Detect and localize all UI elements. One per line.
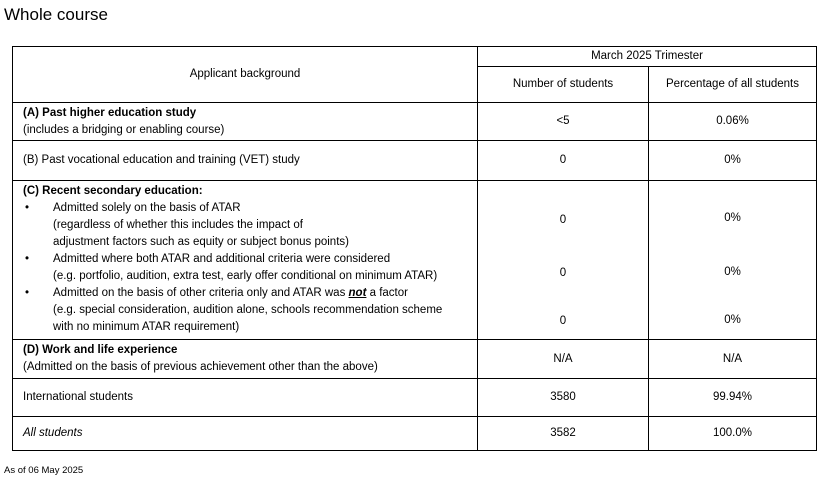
list-item	[23, 251, 467, 285]
row-c-percentages	[649, 181, 817, 340]
bullet-1-line2: (regardless of whether this includes the impact of	[53, 219, 303, 231]
page-title: Whole course	[4, 5, 108, 24]
bullet-1-number: 0	[559, 214, 567, 226]
bullet-1-line3: adjustment factors such as equity or subject bonus points)	[53, 236, 349, 248]
row-d-subtitle: (Admitted on the basis of previous achievement other than the above)	[23, 361, 378, 373]
row-a-number: <5	[478, 103, 649, 141]
bullet-2-number: 0	[559, 267, 567, 279]
row-all-title: All students	[13, 417, 478, 451]
row-a-title: (A) Past higher education study	[23, 106, 197, 119]
row-a-percentage: 0.06%	[649, 103, 817, 141]
row-all-percentage: 100.0%	[649, 417, 817, 451]
row-c-label	[13, 181, 478, 340]
row-d-percentage: N/A	[649, 340, 817, 379]
bullet-1-percentage: 0%	[724, 212, 741, 224]
bullet-2-line1: Admitted where both ATAR and additional criteria were considered	[53, 253, 391, 265]
bullet-1-line1: Admitted solely on the basis of ATAR	[53, 202, 241, 214]
bullet-3-line1-pre: Admitted on the basis of other criteria only and ATAR was	[53, 287, 349, 299]
bullet-icon: •	[25, 287, 30, 299]
row-all-number: 3582	[478, 417, 649, 451]
header-applicant-background: Applicant background	[13, 47, 478, 103]
bullet-2-percentage: 0%	[724, 266, 741, 278]
row-a-label	[13, 103, 478, 141]
table-row-c	[13, 181, 817, 340]
row-international-title: International students	[13, 379, 478, 417]
bullet-3-percentage: 0%	[724, 314, 741, 326]
row-a-subtitle: (includes a bridging or enabling course)	[23, 123, 225, 136]
bullet-3-line1	[53, 285, 467, 302]
table-row-international	[13, 379, 817, 417]
header-number-of-students: Number of students	[478, 67, 649, 103]
bullet-3-emphasis: not	[348, 287, 367, 299]
bullet-icon: •	[25, 202, 30, 214]
row-international-number: 3580	[478, 379, 649, 417]
table-row-d	[13, 340, 817, 379]
row-b-percentage: 0%	[649, 141, 817, 181]
bullet-3-line2: (e.g. special consideration, audition alone, schools recommendation scheme	[53, 304, 443, 316]
header-percentage-of-all-students: Percentage of all students	[649, 67, 817, 103]
table-row-all-students	[13, 417, 817, 451]
bullet-2-line2: (e.g. portfolio, audition, extra test, early offer conditional on minimum ATAR)	[53, 270, 438, 282]
table-row-b	[13, 141, 817, 181]
row-d-label	[13, 340, 478, 379]
row-b-title: (B) Past vocational education and training (VET) study	[13, 141, 478, 181]
list-item	[23, 285, 467, 336]
bullet-3-line3: with no minimum ATAR requirement)	[53, 321, 240, 333]
list-item	[23, 200, 467, 251]
header-term: March 2025 Trimester	[478, 47, 817, 67]
row-c-title: (C) Recent secondary education:	[23, 185, 203, 197]
bullet-3-number: 0	[559, 315, 567, 327]
bullet-3-line1-post: a factor	[366, 287, 408, 299]
row-d-number: N/A	[478, 340, 649, 379]
admissions-table	[12, 46, 817, 451]
row-d-title: (D) Work and life experience	[23, 344, 178, 356]
row-c-numbers	[478, 181, 649, 340]
bullet-icon: •	[25, 253, 30, 265]
table-row-a	[13, 103, 817, 141]
as-of-date: As of 06 May 2025	[4, 465, 84, 476]
row-b-number: 0	[478, 141, 649, 181]
row-international-percentage: 99.94%	[649, 379, 817, 417]
